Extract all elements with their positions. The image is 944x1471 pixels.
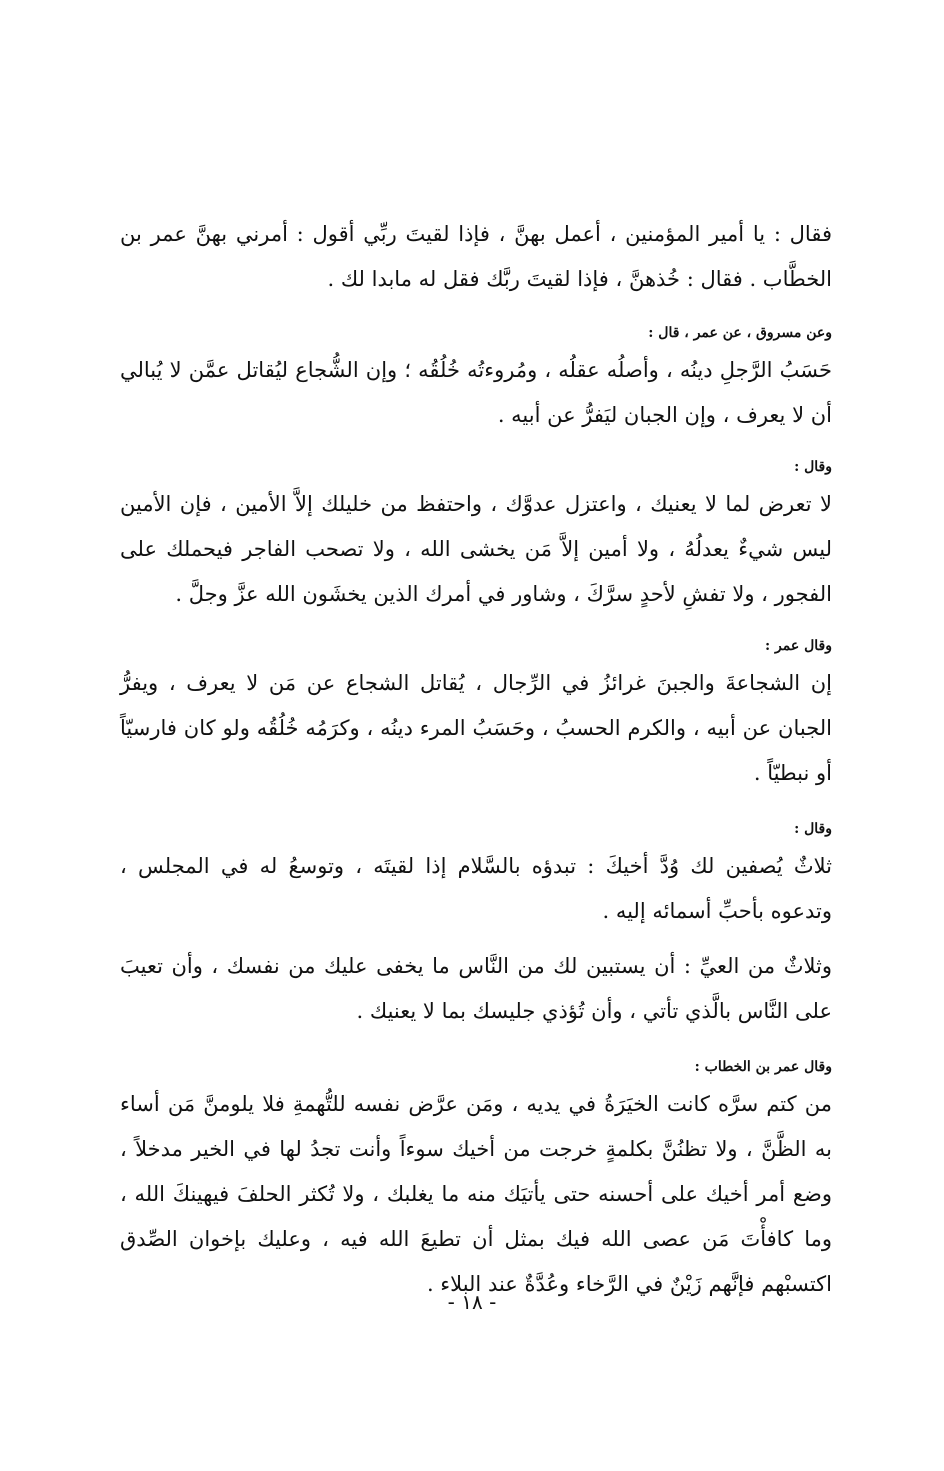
section-6: [120, 1056, 832, 1307]
paragraph: ثلاثٌ يُصفين لك وُدَّ أخيكَ : تبدؤه بالسَّلام إذا لقيتَه ، وتوسعُ له في المجلس ، وتدعوه بأحبِّ أسمائه إليه .: [120, 854, 832, 923]
section-4: [120, 635, 832, 796]
section-2: [120, 322, 832, 438]
section-heading: وقال عمر بن الخطاب :: [694, 1059, 832, 1075]
paragraph: لا تعرض لما لا يعنيك ، واعتزل عدوَّك ، واحتفظ من خليلك إلاَّ الأمين ، فإن الأمين ليس شيءٌ يعدلُهُ ، ولا أمين إلاَّ مَن يخشى الله ، ولا تصحب الفاجر فيحملك على الفجور ، ولا تفشِ لأحدٍ سرَّكَ ، وشاور في أمرك الذين يخشَون الله عزَّ وجلَّ .: [120, 492, 832, 606]
section-5: [120, 818, 832, 1034]
section-heading: وعن مسروق ، عن عمر ، قال :: [648, 325, 832, 341]
section-3: [120, 456, 832, 617]
paragraph: وثلاثٌ من العيِّ : أن يستبين لك من النَّاس ما يخفى عليك من نفسك ، وأن تعيبَ على النَّاس بالَّذي تأتي ، وأن تُؤذي جليسك بما لا يعنيك .: [120, 954, 832, 1023]
section-heading: وقال :: [794, 459, 832, 475]
section-1: [120, 212, 832, 302]
paragraph: حَسَبُ الرَّجلِ دينُه ، وأصلُه عقلُه ، ومُروءتُه خُلُقُه ؛ وإن الشُّجاع ليُقاتل عمَّن لا يُبالي أن لا يعرف ، وإن الجبان ليَفرُّ عن أبيه .: [120, 358, 832, 427]
paragraph: إن الشجاعةَ والجبنَ غرائزُ في الرِّجال ، يُقاتل الشجاع عن مَن لا يعرف ، ويفرُّ الجبان عن أبيه ، والكرم الحسبُ ، وحَسَبُ المرء دينُه ، وكرَمُه خُلُقُه ولو كان فارسيّاً أو نبطيّاً .: [120, 671, 832, 785]
section-heading: وقال :: [794, 821, 832, 837]
page-body: [120, 212, 832, 1307]
page-number: - ١٨ -: [447, 1290, 497, 1314]
section-heading: وقال عمر :: [765, 638, 832, 654]
paragraph: من كتم سرَّه كانت الخيَرَةُ في يديه ، ومَن عرَّض نفسه للتُّهمةِ فلا يلومنَّ مَن أساء به الظَّنَّ ، ولا تظنُنَّ بكلمةٍ خرجت من أخيك سوءاً وأنت تجدُ لها في الخير مدخلاً ، وضع أمر أخيك على أحسنه حتى يأتيَك منه ما يغلبك ، ولا تُكثر الحلفَ فيهينكَ الله ، وما كافأْتَ مَن عصى الله فيك بمثل أن تطيعَ الله فيه ، وعليك بإخوان الصِّدق اكتسبْهم فإنَّهم زَيْنٌ في الرَّخاء وعُدَّةٌ عند البلاء .: [120, 1092, 832, 1296]
paragraph: فقال : يا أمير المؤمنين ، أعمل بهنَّ ، فإذا لقيتَ ربِّي أقول : أمرني بهنَّ عمر بن الخطَّاب . فقال : خُذهنَّ ، فإذا لقيتَ ربَّك فقل له مابدا لك .: [120, 222, 832, 291]
